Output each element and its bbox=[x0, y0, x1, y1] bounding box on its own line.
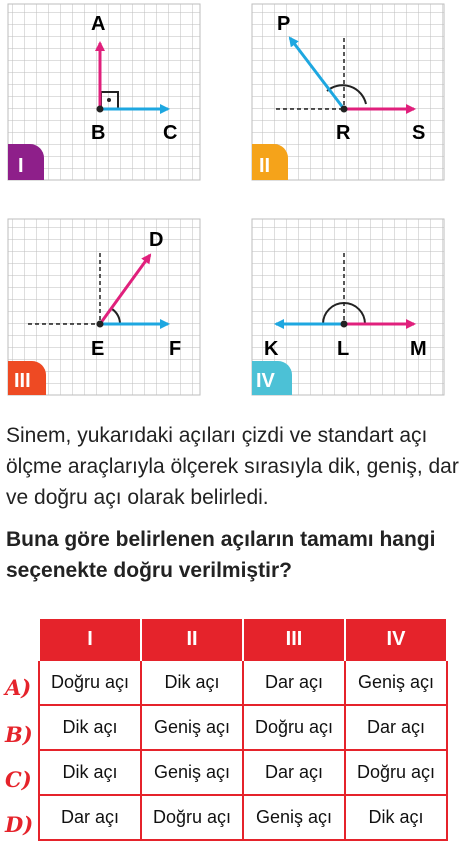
table-cell: Geniş açı bbox=[345, 660, 447, 705]
point-label: C bbox=[163, 122, 178, 144]
table-cell: Geniş açı bbox=[243, 795, 345, 840]
option-letter-C[interactable]: C) bbox=[5, 767, 32, 792]
point-label: M bbox=[410, 338, 427, 360]
point-label: L bbox=[337, 338, 350, 360]
table-cell: Doğru açı bbox=[141, 795, 243, 840]
figure-badge-label: I bbox=[18, 155, 24, 177]
table-cell: Geniş açı bbox=[141, 705, 243, 750]
options-table bbox=[38, 617, 448, 841]
table-cell: Dik açı bbox=[345, 795, 447, 840]
figure-badge-label: IV bbox=[256, 370, 275, 392]
point-label: D bbox=[149, 229, 164, 251]
figure-badge-label: III bbox=[14, 370, 31, 392]
option-letter-D[interactable]: D) bbox=[5, 812, 34, 837]
option-row-D[interactable] bbox=[39, 795, 447, 840]
column-header: II bbox=[141, 618, 243, 660]
table-header-row bbox=[39, 618, 447, 660]
column-header: I bbox=[39, 618, 141, 660]
point-label: A bbox=[91, 13, 106, 35]
table-cell: Doğru açı bbox=[243, 705, 345, 750]
figure-badge bbox=[8, 144, 44, 180]
problem-statement: Sinem, yukarıdaki açıları çizdi ve standart açı ölçme araçlarıyla ölçerek sırasıyla dik, geniş, dar ve doğru açı olarak belirledi. bbox=[6, 424, 459, 509]
option-row-B[interactable] bbox=[39, 705, 447, 750]
option-letter-A[interactable]: A) bbox=[5, 675, 32, 700]
column-header: III bbox=[243, 618, 345, 660]
point-label: S bbox=[412, 122, 426, 144]
figure-badge-label: II bbox=[259, 155, 271, 177]
table-cell: Dik açı bbox=[39, 705, 141, 750]
point-label: F bbox=[169, 338, 182, 360]
point-label: E bbox=[91, 338, 105, 360]
table-cell: Doğru açı bbox=[39, 660, 141, 705]
figure-III bbox=[0, 215, 210, 395]
table-cell: Dar açı bbox=[243, 750, 345, 795]
option-letter-B[interactable]: B) bbox=[5, 722, 33, 747]
point-label: K bbox=[264, 338, 279, 360]
table-cell: Dar açı bbox=[345, 705, 447, 750]
point-label: P bbox=[277, 13, 291, 35]
table-cell: Geniş açı bbox=[141, 750, 243, 795]
table-cell: Doğru açı bbox=[345, 750, 447, 795]
option-row-C[interactable] bbox=[39, 750, 447, 795]
point-label: B bbox=[91, 122, 106, 144]
question-text: Buna göre belirlenen açıların tamamı hangi seçenekte doğru verilmiştir? bbox=[6, 528, 436, 582]
table-cell: Dik açı bbox=[141, 660, 243, 705]
figure-I bbox=[0, 0, 210, 180]
figure-II bbox=[250, 0, 460, 180]
column-header: IV bbox=[345, 618, 447, 660]
table-cell: Dar açı bbox=[243, 660, 345, 705]
option-row-A[interactable] bbox=[39, 660, 447, 705]
table-cell: Dik açı bbox=[39, 750, 141, 795]
figure-IV bbox=[250, 215, 460, 395]
point-label: R bbox=[336, 122, 351, 144]
table-cell: Dar açı bbox=[39, 795, 141, 840]
